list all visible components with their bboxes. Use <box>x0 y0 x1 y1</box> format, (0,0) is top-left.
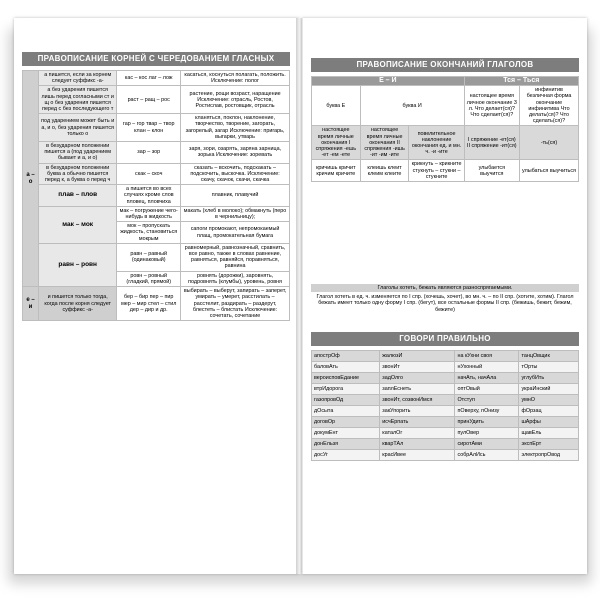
word-cell: украИнский <box>519 384 579 395</box>
table-row <box>23 142 290 164</box>
word-cell: звонИт, созвонИмся <box>380 395 455 406</box>
examples-cell: равномерный, равнозначный, сравнить, все равно, также в словах равнение, равняться, равняйся, поравняться, равнина <box>181 243 290 271</box>
header-tsya: Тся – Ться <box>464 77 578 86</box>
roots-cell: скак – скоч <box>117 163 181 185</box>
word-cell: тОрты <box>519 362 579 373</box>
rule-cell: мак – мок <box>39 206 117 243</box>
word-cell: шАрфы <box>519 417 579 428</box>
cell: улыбаться выучиться <box>520 160 579 182</box>
word-cell: танцОвщик <box>519 351 579 362</box>
table-row <box>23 71 290 86</box>
pronunciation-table <box>311 350 579 461</box>
table-row <box>312 450 579 461</box>
table-header-row <box>312 77 579 86</box>
word-cell: баловАть <box>312 362 380 373</box>
verb-endings-title: ПРАВОПИСАНИЕ ОКОНЧАНИЙ ГЛАГОЛОВ <box>311 58 579 72</box>
roots-cell: гар – гор твар – твор клан – клон <box>117 114 181 142</box>
table-row <box>23 86 290 114</box>
cell: улыбается выучится <box>464 160 519 182</box>
word-cell: донЕльзя <box>312 439 380 450</box>
roots-cell: бер – бир пер – пир мер – мир стел – стил дер – дир и др. <box>117 287 181 321</box>
word-cell: вероисповЕдание <box>312 373 380 384</box>
word-cell: собрАлИсь <box>455 450 519 461</box>
rule-cell: в безударном положении пишется а (под ударением бывает и а, и о) <box>39 142 117 164</box>
word-cell: оптОвый <box>455 384 519 395</box>
right-page <box>302 18 587 574</box>
table-row <box>312 395 579 406</box>
word-cell: щавЕль <box>519 428 579 439</box>
word-cell: углубИть <box>519 373 579 384</box>
examples-cell: растение, рощи возраст, наращение Исключение: отрасль, Ростов, Ростислав, ростовщик, отрасль <box>181 86 290 114</box>
word-cell: апострОф <box>312 351 380 362</box>
verb-endings-table <box>311 76 579 182</box>
cell: настоящее время личные окончания II спряжения -ишь -ит -им -ите <box>360 126 409 160</box>
speak-correctly-title: ГОВОРИ ПРАВИЛЬНО <box>311 332 579 346</box>
rule-cell: в безударном положении буква а обычно пишется перед к, а буква о перед ч <box>39 163 117 185</box>
examples-cell: плавник, плавучий <box>181 185 290 207</box>
word-cell: фОрзац <box>519 406 579 417</box>
word-cell: пОверху, пОнизу <box>455 406 519 417</box>
table-row <box>312 86 579 126</box>
table-row <box>312 428 579 439</box>
roots-cell: равн – равный (одинаковый) <box>117 243 181 271</box>
group-label-e-i: е – и <box>23 287 39 321</box>
word-cell: задОлго <box>380 373 455 384</box>
roots-cell: раст – ращ – рос <box>117 86 181 114</box>
table-row <box>312 351 579 362</box>
word-cell: исчЕрпать <box>380 417 455 428</box>
rule-cell: равн – ровн <box>39 243 117 286</box>
roots-cell: мак – погружение чего-нибудь в жидкость <box>117 206 181 221</box>
cell: клеишь клеит клеим клеите <box>360 160 409 182</box>
cell: буква Е <box>312 86 361 126</box>
word-cell: экспЕрт <box>519 439 579 450</box>
examples-cell: касаться, коснуться полагать, положить. Исключение: полог <box>181 71 290 86</box>
word-cell: досУг <box>312 450 380 461</box>
cell: настоящее время личные окончания I спряжения -ешь -ет -ем -ете <box>312 126 361 160</box>
rule-cell: плав – плов <box>39 185 117 207</box>
left-page <box>14 18 299 574</box>
left-page-title: ПРАВОПИСАНИЕ КОРНЕЙ С ЧЕРЕДОВАНИЕМ ГЛАСНЫХ <box>22 52 290 66</box>
word-cell: заплЕснеть <box>380 384 455 395</box>
table-row <box>23 206 290 221</box>
table-row <box>312 406 579 417</box>
word-cell: докумЕнт <box>312 428 380 439</box>
word-cell: пулОвер <box>455 428 519 439</box>
rule-cell: а пишется, если за корнем следует суффикс -а- <box>39 71 117 86</box>
cell: настоящее время личное окончание 3 л. Что делает(ся)? Что сделает(ся)? <box>464 86 519 126</box>
examples-cell: заря, зори, озарять, заряна зарница, зорька Исключение: зоревать <box>181 142 290 164</box>
word-cell: договОр <box>312 417 380 428</box>
word-cell: начАть, начАла <box>455 373 519 384</box>
examples-cell: сказать – вскочить, подскакать – подскочить, выскочка. Исключение: скачу, скачок, скачи, скачка <box>181 163 290 185</box>
word-cell: сиротАми <box>455 439 519 450</box>
cell: инфинитив безличная форма окончание инфинитива Что делать(ся)? Что сделать(ся)? <box>520 86 579 126</box>
cell: повелительное наклонение окончания ед. и мн. ч. -и -ите <box>409 126 464 160</box>
word-cell: нУхонный <box>455 362 519 373</box>
table-row <box>23 114 290 142</box>
word-cell: умнО <box>519 395 579 406</box>
roots-cell: зар – зор <box>117 142 181 164</box>
rule-cell: а без ударения пишется лишь перед согласными ст и щ о без ударения пишется перед с без последующего т <box>39 86 117 114</box>
examples-cell: сапоги промокают, непромокаемый плащ, промокательная бумага <box>181 222 290 244</box>
group-label-a-o: а – о <box>23 71 39 287</box>
table-row <box>23 185 290 207</box>
roots-cell: кас – кос лаг – лож <box>117 71 181 86</box>
word-cell: закУпорить <box>380 406 455 417</box>
word-cell: принУдить <box>455 417 519 428</box>
word-cell: на кУхни своя <box>455 351 519 362</box>
word-cell: Отступ <box>455 395 519 406</box>
roots-cell: ровн – ровный (гладкий, прямой) <box>117 271 181 286</box>
word-cell: втрИдорога <box>312 384 380 395</box>
note-heterogeneous-verbs: Глаголы хотеть, бежать являются разноспрягаемыми. <box>311 284 579 292</box>
table-row <box>312 384 579 395</box>
roots-cell: мок – пропускать жидкость, становиться мокрым <box>117 222 181 244</box>
examples-cell: ровнять (дорожки), заровнять, подровнять (клумбы), уровень, ровня <box>181 271 290 286</box>
word-cell: газопровОд <box>312 395 380 406</box>
examples-cell: выбирать – выберут, запирать – заперет, умирать – умерет, расстилать – расстелит, раздирать – раздерут, блестеть – блистать Исключение: сочетать, сочетание <box>181 287 290 321</box>
roots-cell: а пишется во всех случаях кроме слов пловец, пловчиха <box>117 185 181 207</box>
cell: кричишь кричит кричим кричите <box>312 160 361 182</box>
examples-cell: макать (хлеб в молоко); обмакнуть (перо в чернильницу); <box>181 206 290 221</box>
word-cell: каталОг <box>380 428 455 439</box>
table-row <box>23 243 290 271</box>
roots-table <box>22 70 290 321</box>
table-row <box>312 373 579 384</box>
table-row <box>312 362 579 373</box>
word-cell: красИвее <box>380 450 455 461</box>
header-e-i: Е – И <box>312 77 465 86</box>
rule-cell: под ударением может быть и а, и о, без ударения пишется только о <box>39 114 117 142</box>
word-cell: жалюзИ <box>380 351 455 362</box>
rule-cell: и пишется только тогда, когда после корня следует суффикс -а- <box>39 287 117 321</box>
cell: крикнуть – крикните стукнуть – стукни – стукните <box>409 160 464 182</box>
table-row <box>23 163 290 185</box>
table-row <box>312 160 579 182</box>
cell: -ть(ся) <box>520 126 579 160</box>
word-cell: кварТАл <box>380 439 455 450</box>
word-cell: дОсыта <box>312 406 380 417</box>
note-verb-forms: Глагол хотеть в ед. ч. изменяется по I спр. (хочешь, хочет), во мн. ч. – по II спр. (хотите, хотим). Глагол бежать имеет только одну форму I спр. (бегут), все остальные формы II спр. (бежишь, бежит, бежим, бежите) <box>316 294 574 313</box>
table-row <box>23 287 290 321</box>
examples-cell: кланяться, поклон, наклонение, творчество, творение, загорать, загорелый, загар Исключение: пригарь, выгарки, утварь <box>181 114 290 142</box>
word-cell: звонИт <box>380 362 455 373</box>
table-row <box>312 417 579 428</box>
cell: I спряжение -ет(ся) II спряжение -ит(ся) <box>464 126 519 160</box>
cell: буква И <box>360 86 464 126</box>
word-cell: электропрОвод <box>519 450 579 461</box>
table-row <box>312 439 579 450</box>
table-row <box>312 126 579 160</box>
